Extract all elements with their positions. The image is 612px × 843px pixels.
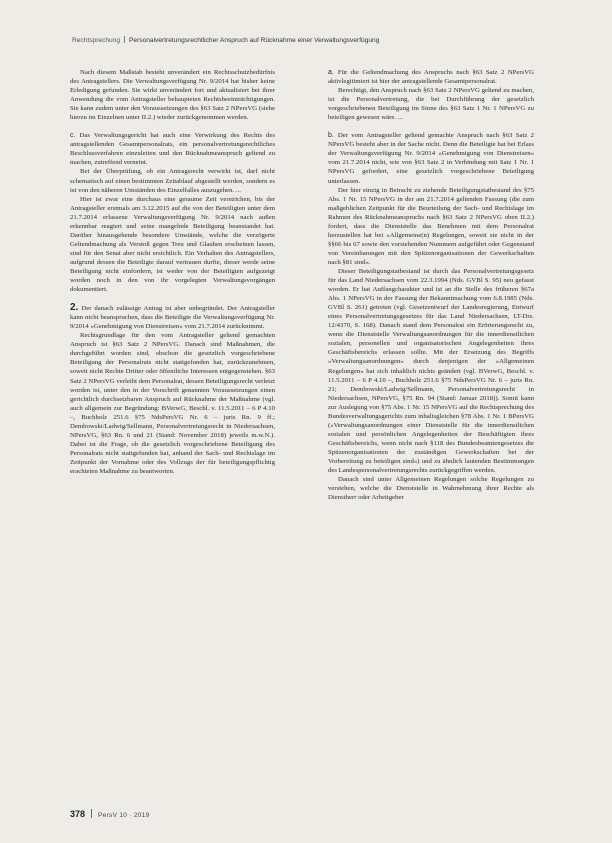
paragraph	[70, 303, 275, 331]
paragraph-text: Danach sind unter Allgemeinen Regelungen solche Regelungen zu verstehen, welche die Dienststelle in Wahrnehmung ihrer Rechte als Dienstherr oder Arbeitgeber	[328, 476, 534, 502]
paragraph-text: Bei der Überprüfung, ob ein Antragsrecht verwirkt ist, darf nicht schematisch auf einen bestimmten Zeitablauf abgestellt werden, sondern es ist von den näheren Umständen des Einzelfalles auszugehen. ...	[70, 168, 275, 194]
paragraph-text: Hier ist zwar eine durchaus eine geraume Zeit verstrichen, bis der Antragsteller erstmals am 3.12.2015 auf die von der Beteiligten unter dem 21.7.2014 erlassene Verwaltungsverfügung Nr. 9/2014 nach außen erkennbar reagiert und seine mangelnde Beteiligung beanstandet hat. Darüber hinausgehende besondere Umstände, welche die verzögerte Geltendmachung als Verstoß gegen Treu und Glauben erscheinen lassen, sind für den Senat aber nicht ersichtlich. Ein Verhalten des Antragstellers, aufgrund dessen die Beteiligte darauf vertrauen durfte, dieser werde seine Beteiligung nicht einfordern, ist weder von der Beteiligten aufgezeigt worden noch in den von ihr vorgelegten Verwaltungsvorgängen dokumentiert.	[70, 195, 275, 294]
paragraph	[328, 475, 534, 502]
paragraph-text: Berechtigt, den Anspruch nach §63 Satz 2 NPersVG geltend zu machen, ist die Personalvertretung, die bei Durchführung der gesetzlich vorgeschriebenen Beteiligung im Sinne des §63 Satz 1 Nr. 1 NPersVG zu beteiligen gewesen wäre. ...	[328, 87, 534, 122]
paragraph	[70, 331, 275, 476]
paragraph-text: Der hier einzig in Betracht zu ziehende Beteiligungstatbestand des §75 Abs. 1 Nr. 15 NPersVG in der am 21.7.2014 geltenden Fassung (die zum maßgeblichen Zeitpunkt für die Beurteilung der Sach- und Rechtslage im Rahmen des Rücknahmeanspruchs nach §63 Satz 2 NPersVG oben II.2.) fordert, dass die Dienststelle das Benehmen mit dem Personalrat herzustellen hat bei »Allgemeine(n) Regelungen, soweit sie nicht in der §§66 bis 67 sowie den vorstehenden Nummern aufgeführt oder Gegenstand von Vereinbarungen mit den Spitzenorganisationen der Gewerkschaften nach §81 sind«.	[328, 186, 534, 266]
paragraph-text: Der danach zulässige Antrag ist aber unbegründet. Der Antragsteller kann nicht beanspruchen, dass die Beteiligte die Verwaltungsverfügung Nr. 9/2014 »Genehmigung von Dienstreisen« vom 21.7.2014 zurücknimmt.	[70, 305, 275, 331]
header-section: Rechtsprechung	[72, 37, 121, 44]
section-number: c.	[70, 132, 76, 140]
paragraph	[328, 267, 534, 475]
section-number: a.	[328, 69, 334, 76]
paragraph-text: Der vom Antragsteller geltend gemachte Anspruch nach §63 Satz 2 NPersVG besteht aber in der Sache nicht. Denn die Beteiligte hat bei Erlass der Verwaltungsverfügung Nr. 9/2014 »Genehmigung von Dienstreisen« vom 21.7.2014 nicht, wie von §63 Satz 2 in Verbindung mit Satz 1 Nr. 1 NPersVG gefordert, eine gesetzlich vorgeschriebene Beteiligung unterlassen.	[328, 132, 534, 185]
paragraph-text: Rechtsgrundlage für den vom Antragsteller geltend gemachten Anspruch ist §63 Satz 2 NPersVG. Danach sind Maßnahmen, die durchgeführt worden sind, obschon die gesetzlich vorgeschriebene Beteiligung der Personalrats nicht stattgefunden hat, zurückzunehmen, soweit nicht Rechte Dritter oder öffentliche Interessen entgegenstehen. §63 Satz 2 NPersVG verleiht dem Personalrat, dessen Beteiligungsrecht verletzt worden ist, unter den in der Vorschrift genannten Voraussetzungen einen gerichtlich durchsetzbaren Anspruch auf Rücknahme der Maßnahme (vgl. auch allgemein zur Begründung: BVerwG, Beschl. v. 11.5.2011 – 6 P 4.10 –, Buchholz 251.6 §75 NdsPersVG Nr. 6 – juris Rn. 9 ff.; Dembowski/Ladwig/Sellmann, Personalvertretungsrecht in Niedersachsen, NPersVG, §63 Rn. 6 und 21 (Stand: November 2018) jeweils m.w.N.). Dabei ist die Frage, ob die gesetzlich vorgeschriebene Beteiligung des Personalrats nicht stattgefunden hat, anhand der Sach- und Rechtslage im Zeitpunkt der Vornahme oder des Vollzugs der für beteiligungspflichtig erachteten Maßnahme zu beantworten.	[70, 332, 275, 475]
paragraph	[70, 167, 275, 194]
left-column	[70, 68, 275, 476]
section-number: 2.	[70, 302, 79, 314]
paragraph	[70, 131, 275, 167]
page-number: 378	[70, 809, 86, 819]
journal-issue: PersV 10 · 2019	[98, 812, 150, 819]
paragraph	[328, 186, 534, 267]
running-header	[72, 36, 572, 44]
header-title: Personalvertretungsrechtlicher Anspruch auf Rücknahme einer Verwaltungsverfügung	[129, 37, 380, 44]
paragraph-text: Dieser Beteiligungstatbestand ist durch das Personalvertretungsgesetz für das Land Niedersachsen vom 22.3.1994 (Nds. GVBl S. 95) neu gefasst worden. Er hat Auffangcharakter und ist an die Stelle des früheren §67a Abs. 1 NPersVG in der Fassung der Bekanntmachung vom 6.8.1985 (Nds. GVBl S. 261) getreten (vgl. Gesetzentwurf der Landesregierung, Entwurf eines Personalvertretungsgesetzes für das Land Niedersachsen, LT-Drs. 12/4370, S. 168). Danach stand dem Personalrat ein Erörterungsrecht zu, wenn die Dienststelle Verwaltungsanordnungen für die innerdienstlichen sozialen, personellen und organisatorischen Angelegenheiten ihres Geschäftsbereichs erlassen sollte. Mit der Ersetzung des Begriffs »Verwaltungsanordnungen« durch denjenigen der »Allgemeinen Regelungen« hat sich inhaltlich nichts geändert (vgl. BVerwG, Beschl. v. 11.5.2011 – 6 P 4.10 –, Buchholz 251.6 §75 NdsPersVG Nr. 6 – juris Rn. 21; Dembowski/Ladwig/Sellmann, Personalvertretungsrecht in Niedersachsen, NPersVG, §75 Rn. 94 (Stand: Januar 2018)). Somit kann zur Auslegung von §75 Abs. 1 Nr. 15 NPersVG auf die Rechtsprechung des Bundesverwaltungsgerichts zum inhaltsgleichen §78 Abs. 1 Nr. 1 BPersVG (»Verwaltungsanordnungen einer Dienststelle für die innerdienstlichen sozialen und persönlichen Angelegenheiten der Beschäftigten ihres Geschäftsbereichs, wenn nicht nach §118 des Bundesbeamtengesetzes die Spitzenorganisationen der zuständigen Gewerkschaften bei der Vorbereitung zu beteiligen sind«) und zu ähnlich lautenden Bestimmungen des Landespersonalvertretungsrechts zurückgegriffen werden.	[328, 267, 534, 475]
paragraph	[328, 86, 534, 122]
paragraph	[328, 131, 534, 185]
section-number: b.	[328, 132, 334, 140]
header-divider	[124, 36, 125, 43]
paragraph-text: Für die Geltendmachung des Anspruchs nach §63 Satz 2 NPersVG aktivlegitimiert ist hier der antragstellende Gesamtpersonalrat.	[328, 69, 534, 86]
right-column	[328, 68, 534, 502]
paragraph	[328, 68, 534, 86]
paragraph-text: Nach diesem Maßstab besteht unverändert ein Rechtsschutzbedürfnis des Antragstellers. Die Verwaltungsverfügung Nr. 9/2014 hat bisher keine Erledigung gefunden. Sie wirkt unverändert fort und aktualisiert bei ihrer Anwendung die vom Antragsteller behaupteten Rechtsbeeinträchtigungen. Sie kann zudem unter den Voraussetzungen des §63 Satz 2 NPersVG (siehe hierzu im Einzelnen unter II.2.) wieder zurückgenommen werden.	[70, 69, 275, 122]
paragraph-text: Das Verwaltungsgericht hat auch eine Verwirkung des Rechts des antragstellenden Gesamtpersonalrats, ein personalvertretungsrechtliches Beschlussverfahren einzuleiten und den Rücknahmeanspruch geltend zu machen, zutreffend verneint.	[70, 132, 275, 167]
paragraph	[70, 195, 275, 295]
page-footer	[70, 804, 150, 822]
paragraph	[70, 68, 275, 122]
footer-divider	[91, 809, 92, 818]
